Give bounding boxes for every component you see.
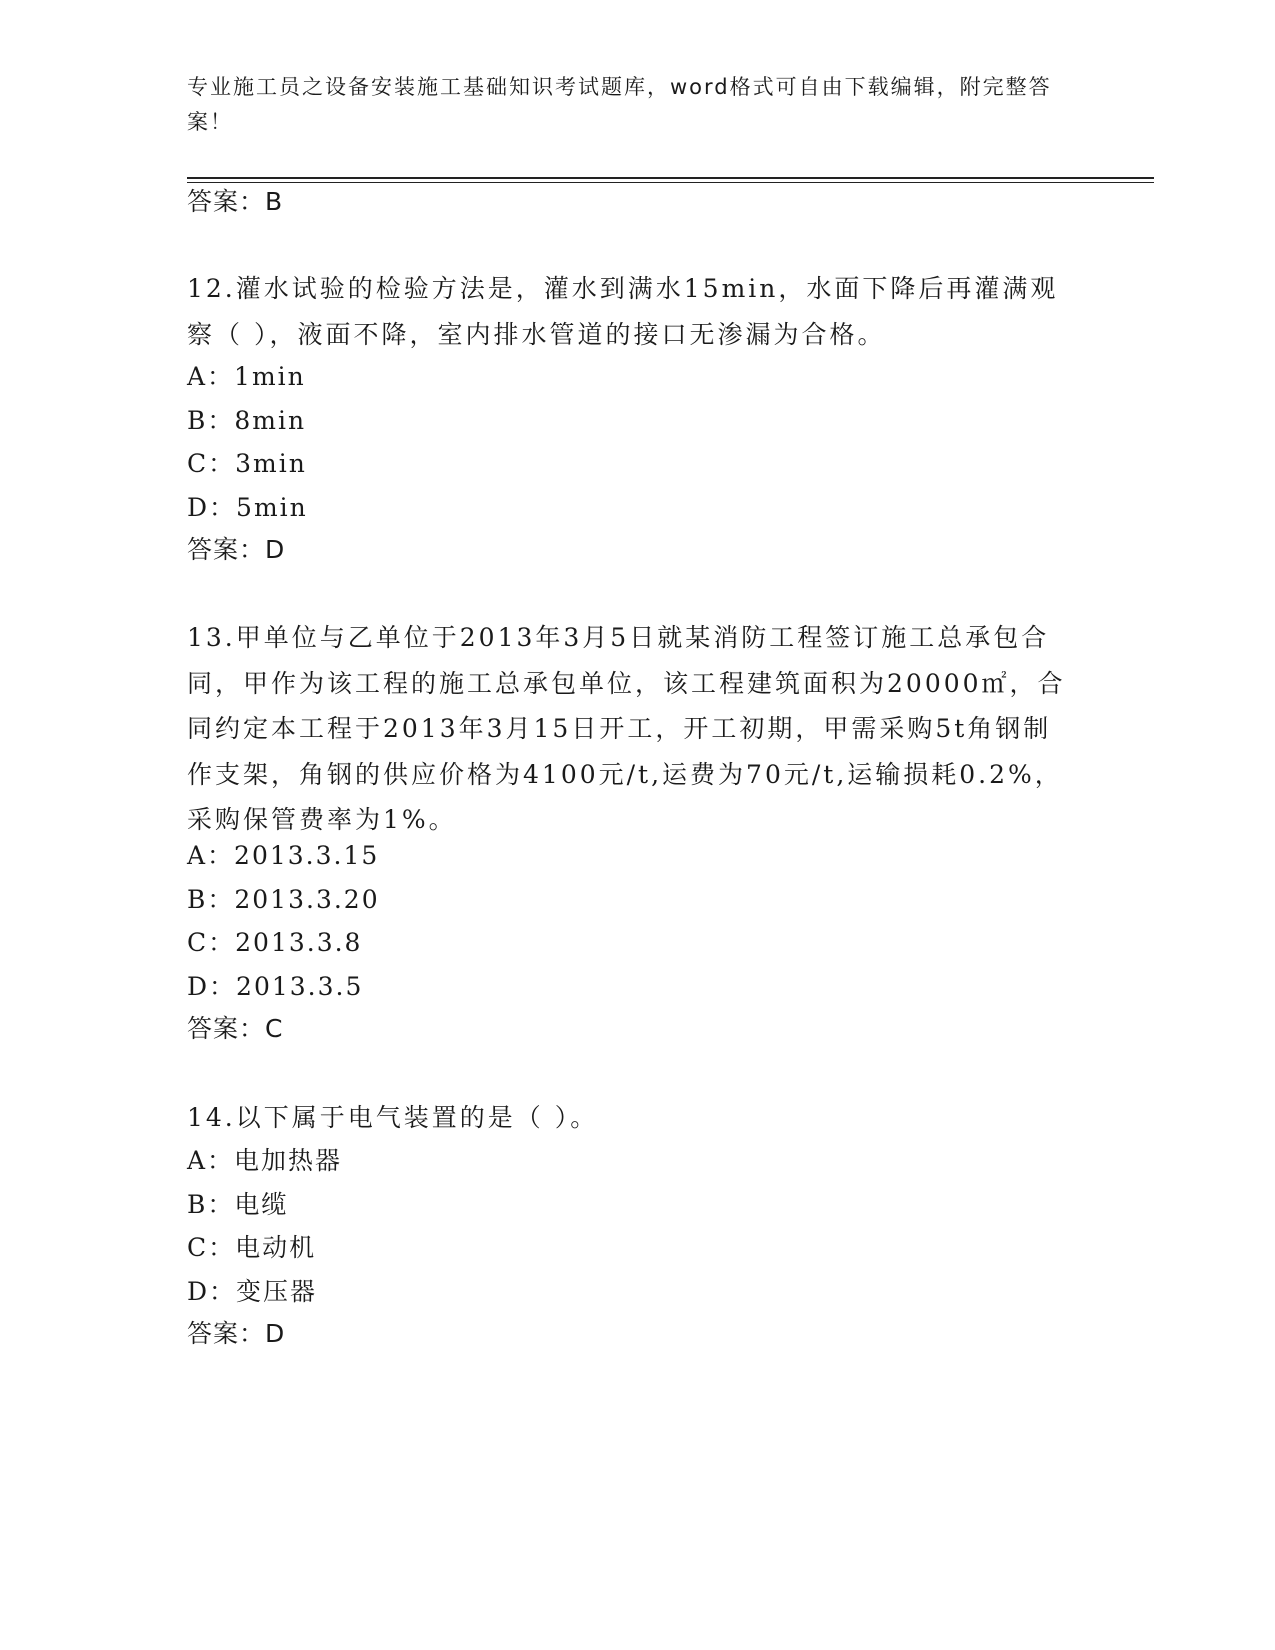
question-14-option-c: C：电动机 (187, 1233, 317, 1262)
answer-previous: 答案：B (187, 187, 284, 216)
question-12-answer: 答案：D (187, 535, 286, 564)
document-header: 专业施工员之设备安装施工基础知识考试题库，word格式可自由下载编辑，附完整答案！ (187, 75, 1052, 134)
question-13-answer: 答案：C (187, 1014, 284, 1043)
question-14-text: 14.以下属于电气装置的是（ ）。 (187, 1103, 599, 1132)
question-12-option-b: B：8min (187, 406, 307, 435)
question-12-text: 12.灌水试验的检验方法是，灌水到满水15min，水面下降后再灌满观察（ ），液面不降，室内排水管道的接口无渗漏为合格。 (187, 274, 1059, 349)
question-12-option-d: D：5min (187, 493, 308, 522)
question-13-option-c: C：2013.3.8 (187, 928, 363, 957)
header-rule-thick (187, 177, 1154, 179)
question-14-answer: 答案：D (187, 1319, 286, 1348)
question-12-option-c: C：3min (187, 449, 307, 478)
question-13-option-d: D：2013.3.5 (187, 972, 364, 1001)
question-14-option-d: D：变压器 (187, 1277, 318, 1306)
question-12-option-a: A：1min (187, 362, 306, 391)
question-13-text: 13.甲单位与乙单位于2013年3月5日就某消防工程签订施工总承包合同，甲作为该工程的施工总承包单位，该工程建筑面积为20000㎡，合同约定本工程于2013年3月15日开工，开工初期，甲需采购5t角钢制作支架，角钢的供应价格为4100元/t,运费为70元/t,运输损耗0.2%，采购保管费率为1%。 (187, 623, 1066, 834)
question-14-option-a: A：电加热器 (187, 1146, 343, 1175)
question-13-option-b: B：2013.3.20 (187, 885, 380, 914)
question-14-option-b: B：电缆 (187, 1190, 289, 1219)
header-rule-thin (187, 182, 1154, 183)
question-13-option-a: A：2013.3.15 (187, 841, 380, 870)
